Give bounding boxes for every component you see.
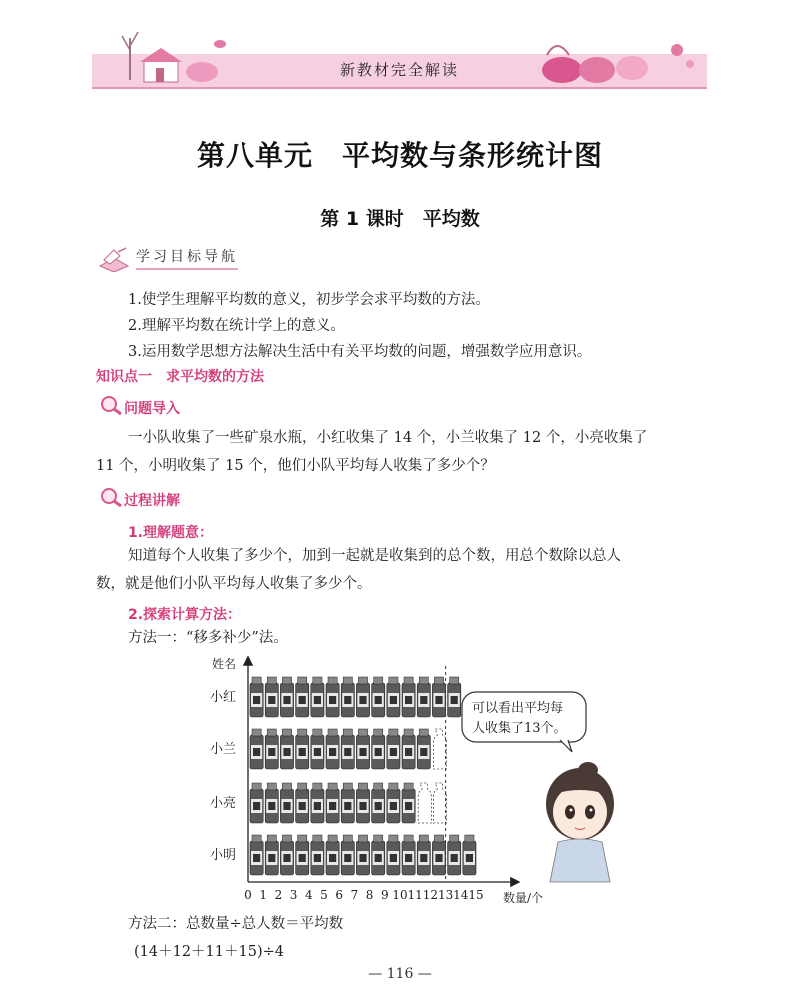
bottle-mark [387, 677, 400, 717]
y-axis-label: 姓名 [212, 657, 237, 671]
page-number: — 116 — [368, 966, 432, 982]
bottle-mark [296, 783, 309, 823]
bottle-placeholder [433, 729, 446, 769]
bottle-mark [296, 729, 309, 769]
method-one: 方法一：“移多补少”法。 [128, 630, 288, 646]
bottle-mark [402, 835, 415, 875]
x-axis-label: 数量/个 [503, 891, 544, 905]
knowledge-point-title: 知识点一 求平均数的方法 [96, 369, 264, 385]
girl-illustration [462, 692, 614, 882]
bottle-mark [280, 677, 293, 717]
bottle-mark [463, 835, 476, 875]
bottle-placeholder [418, 783, 431, 823]
problem-text-line: 一小队收集了一些矿泉水瓶，小红收集了 14 个，小兰收集了 12 个，小亮收集了 [128, 430, 648, 446]
bottle-mark [250, 677, 263, 717]
method-two: 方法二：总数量÷总人数＝平均数 [128, 916, 344, 932]
header-title: 新教材完全解读 [339, 61, 459, 79]
bottle-mark [250, 729, 263, 769]
bottle-bar-chart [200, 652, 620, 907]
bottle-mark [372, 677, 385, 717]
magnifier-icon [98, 394, 124, 416]
bottle-mark [326, 729, 339, 769]
unit-title: 第八单元 平均数与条形统计图 [196, 139, 603, 172]
bottle-mark [448, 835, 461, 875]
x-tick-label: 9 [380, 888, 389, 902]
bottle-mark [356, 729, 369, 769]
bottle-mark [280, 783, 293, 823]
bottle-mark [265, 677, 278, 717]
book-icon [98, 246, 132, 272]
category-label: 小明 [210, 848, 237, 863]
goal-item: 2.理解平均数在统计学上的意义。 [128, 318, 345, 334]
bottle-placeholder [433, 783, 446, 823]
x-tick-label: 7 [350, 888, 359, 902]
bottle-mark [417, 835, 430, 875]
category-label: 小红 [210, 690, 237, 705]
speech-bubble-line: 人收集了13个。 [472, 721, 567, 736]
bottle-mark [341, 835, 354, 875]
step1-label: 1.理解题意： [128, 525, 214, 541]
bottle-mark [372, 729, 385, 769]
page-header [92, 10, 707, 90]
bottle-mark [387, 783, 400, 823]
magnifier-icon [98, 486, 124, 508]
bottle-mark [402, 729, 415, 769]
x-tick-label: 1 [259, 888, 268, 902]
bottle-mark [417, 677, 430, 717]
x-tick-label: 3 [289, 888, 298, 902]
lesson-title: 第 1 课时 平均数 [320, 208, 480, 230]
x-tick-label: 4 [304, 888, 313, 902]
category-label: 小亮 [210, 796, 237, 811]
bottle-mark [372, 835, 385, 875]
bottle-mark [311, 729, 324, 769]
bottle-mark [402, 783, 415, 823]
bottle-mark [417, 729, 430, 769]
bottle-mark [448, 677, 461, 717]
bottle-mark [250, 783, 263, 823]
x-tick-label: 6 [335, 888, 344, 902]
bottle-mark [280, 729, 293, 769]
problem-section-label: 问题导入 [124, 401, 180, 417]
bottle-mark [311, 835, 324, 875]
process-section-label: 过程讲解 [124, 493, 180, 509]
study-goals-label: 学习目标导航 [136, 246, 238, 270]
speech-bubble-line: 可以看出平均每 [472, 701, 564, 716]
bottle-mark [341, 783, 354, 823]
bottle-mark [326, 835, 339, 875]
bottle-mark [326, 677, 339, 717]
x-tick-label: 0 [244, 888, 252, 902]
bottle-mark [372, 783, 385, 823]
bottle-mark [326, 783, 339, 823]
category-label: 小兰 [210, 742, 237, 757]
bottle-mark [387, 729, 400, 769]
bottle-mark [356, 677, 369, 717]
step1-text-line: 数，就是他们小队平均每人收集了多少个。 [96, 576, 372, 592]
bottle-mark [341, 729, 354, 769]
x-tick-label: 2 [274, 888, 283, 902]
bottle-mark [296, 835, 309, 875]
bottle-mark [296, 677, 309, 717]
bottle-mark [356, 835, 369, 875]
bottle-mark [432, 677, 445, 717]
bottle-mark [280, 835, 293, 875]
bottle-mark [265, 729, 278, 769]
bottle-mark [311, 783, 324, 823]
bottle-mark [387, 835, 400, 875]
x-tick-label: 11 [407, 888, 423, 902]
bottle-mark [341, 677, 354, 717]
bottle-mark [265, 783, 278, 823]
bottle-mark [402, 677, 415, 717]
x-tick-label: 10 [392, 888, 408, 902]
formula: (14＋12＋11＋15)÷4 [134, 944, 284, 960]
goal-item: 1.使学生理解平均数的意义，初步学会求平均数的方法。 [128, 292, 490, 308]
x-tick-label: 15 [468, 888, 484, 902]
bottle-mark [432, 835, 445, 875]
x-tick-label: 5 [320, 888, 328, 902]
problem-text-line: 11 个，小明收集了 15 个，他们小队平均每人收集了多少个？ [96, 458, 495, 474]
bottle-mark [265, 835, 278, 875]
goal-item: 3.运用数学思想方法解决生活中有关平均数的问题，增强数学应用意识。 [128, 344, 592, 360]
step2-label: 2.探索计算方法： [128, 607, 242, 623]
x-tick-label: 13 [437, 888, 454, 902]
x-tick-label: 14 [453, 888, 469, 902]
x-tick-label: 8 [365, 888, 374, 902]
bottle-mark [356, 783, 369, 823]
x-tick-label: 12 [422, 888, 439, 902]
bottle-mark [250, 835, 263, 875]
step1-text-line: 知道每个人收集了多少个，加到一起就是收集到的总个数，用总个数除以总人 [128, 548, 621, 564]
bottle-mark [311, 677, 324, 717]
